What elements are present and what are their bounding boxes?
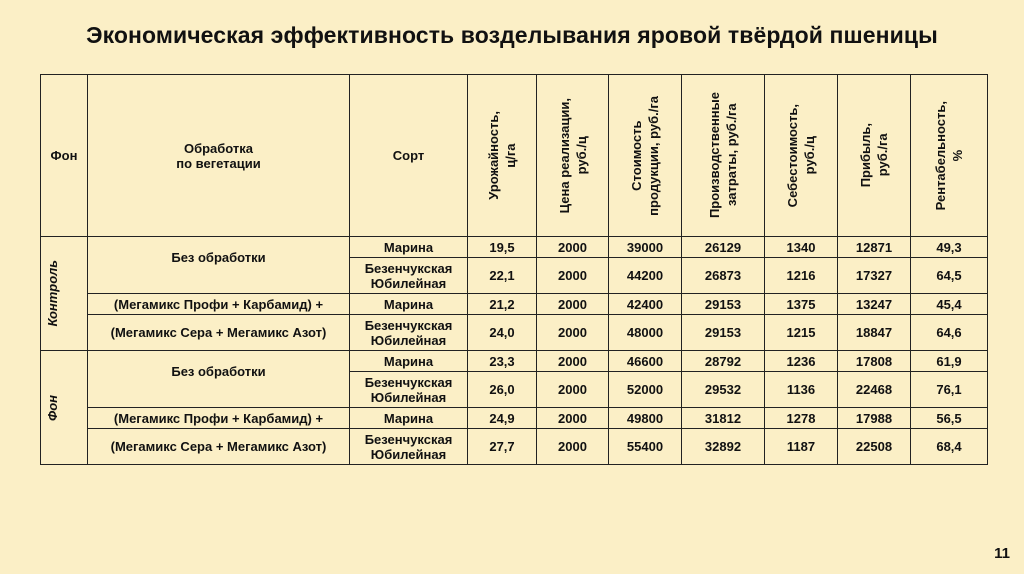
efficiency-table — [40, 74, 988, 465]
cell-price: 2000 — [537, 258, 609, 294]
cell-profitability: 64,6 — [911, 315, 988, 351]
cell-price: 2000 — [537, 294, 609, 315]
cell-yield: 23,3 — [468, 351, 537, 372]
sort-name-line: Безенчукская — [364, 317, 453, 333]
treatment-label-top: (Мегамикс Профи + Карбамид) + — [88, 408, 350, 429]
page-title: Экономическая эффективность возделывания яровой твёрдой пшеницы — [86, 22, 938, 48]
cell-yield: 19,5 — [468, 237, 537, 258]
cell-cost-price: 1278 — [765, 408, 838, 429]
table-row — [41, 351, 988, 372]
table-row — [41, 429, 988, 465]
header-row — [41, 75, 988, 237]
cell-profitability: 45,4 — [911, 294, 988, 315]
cell-costs: 26129 — [682, 237, 765, 258]
table-row — [41, 294, 988, 315]
table-row — [41, 237, 988, 258]
sort-name-line: Юбилейная — [370, 275, 447, 291]
treatment-label: Без обработки — [88, 351, 350, 408]
cell-profitability: 64,5 — [911, 258, 988, 294]
sort-cell — [350, 258, 468, 294]
sort-name-line: Юбилейная — [370, 389, 447, 405]
cell-profit: 13247 — [838, 294, 911, 315]
table-row — [41, 315, 988, 351]
cell-costs: 32892 — [682, 429, 765, 465]
sort-cell — [350, 408, 468, 429]
treatment-label-bottom: (Мегамикс Сера + Мегамикс Азот) — [88, 315, 350, 351]
cell-costs: 28792 — [682, 351, 765, 372]
cell-price: 2000 — [537, 237, 609, 258]
cell-value: 49800 — [609, 408, 682, 429]
group-label: Фон — [41, 351, 88, 465]
cell-profit: 12871 — [838, 237, 911, 258]
sort-cell — [350, 315, 468, 351]
header-costs: Производственные затраты, руб./га — [682, 75, 765, 237]
sort-name-line: Марина — [383, 410, 434, 426]
cell-yield: 26,0 — [468, 372, 537, 408]
sort-cell — [350, 429, 468, 465]
cell-costs: 26873 — [682, 258, 765, 294]
header-cost-price: Себестоимость, руб./ц — [765, 75, 838, 237]
cell-costs: 31812 — [682, 408, 765, 429]
cell-profitability: 76,1 — [911, 372, 988, 408]
sort-name-line: Юбилейная — [370, 332, 447, 348]
cell-yield: 21,2 — [468, 294, 537, 315]
table-row — [41, 408, 988, 429]
cell-cost-price: 1236 — [765, 351, 838, 372]
cell-profitability: 68,4 — [911, 429, 988, 465]
header-profit: Прибыль, руб./га — [838, 75, 911, 237]
cell-costs: 29532 — [682, 372, 765, 408]
header-treatment-line2: по вегетации — [176, 155, 261, 171]
cell-profit: 18847 — [838, 315, 911, 351]
page-number: 11 — [994, 545, 1010, 562]
group-label: Контроль — [41, 237, 88, 351]
cell-costs: 29153 — [682, 315, 765, 351]
sort-name-line: Марина — [383, 296, 434, 312]
sort-name-line: Марина — [383, 239, 434, 255]
sort-name-line: Безенчукская — [364, 260, 453, 276]
treatment-label-top: (Мегамикс Профи + Карбамид) + — [88, 294, 350, 315]
header-treatment — [88, 75, 350, 237]
cell-yield: 24,0 — [468, 315, 537, 351]
sort-cell — [350, 372, 468, 408]
cell-price: 2000 — [537, 429, 609, 465]
cell-price: 2000 — [537, 315, 609, 351]
cell-cost-price: 1187 — [765, 429, 838, 465]
cell-value: 44200 — [609, 258, 682, 294]
cell-yield: 24,9 — [468, 408, 537, 429]
sort-name-line: Безенчукская — [364, 374, 453, 390]
header-price: Цена реализации, руб./ц — [537, 75, 609, 237]
cell-profitability: 61,9 — [911, 351, 988, 372]
cell-price: 2000 — [537, 372, 609, 408]
cell-value: 55400 — [609, 429, 682, 465]
cell-cost-price: 1340 — [765, 237, 838, 258]
cell-cost-price: 1136 — [765, 372, 838, 408]
sort-cell — [350, 351, 468, 372]
cell-cost-price: 1375 — [765, 294, 838, 315]
treatment-label: Без обработки — [88, 237, 350, 294]
cell-profitability: 49,3 — [911, 237, 988, 258]
sort-name-line: Юбилейная — [370, 446, 447, 462]
sort-name-line: Безенчукская — [364, 431, 453, 447]
cell-costs: 29153 — [682, 294, 765, 315]
cell-profitability: 56,5 — [911, 408, 988, 429]
cell-value: 42400 — [609, 294, 682, 315]
cell-cost-price: 1215 — [765, 315, 838, 351]
cell-profit: 17327 — [838, 258, 911, 294]
cell-yield: 22,1 — [468, 258, 537, 294]
header-treatment-line1: Обработка — [183, 140, 254, 156]
treatment-label-bottom: (Мегамикс Сера + Мегамикс Азот) — [88, 429, 350, 465]
cell-profit: 17988 — [838, 408, 911, 429]
cell-value: 46600 — [609, 351, 682, 372]
table-body — [41, 237, 988, 465]
cell-price: 2000 — [537, 351, 609, 372]
cell-profit: 17808 — [838, 351, 911, 372]
header-profitability: Рентабельность, % — [911, 75, 988, 237]
cell-yield: 27,7 — [468, 429, 537, 465]
cell-profit: 22468 — [838, 372, 911, 408]
header-fon: Фон — [41, 75, 88, 237]
sort-name-line: Марина — [383, 353, 434, 369]
cell-price: 2000 — [537, 408, 609, 429]
cell-value: 39000 — [609, 237, 682, 258]
sort-cell — [350, 237, 468, 258]
cell-cost-price: 1216 — [765, 258, 838, 294]
cell-value: 48000 — [609, 315, 682, 351]
cell-profit: 22508 — [838, 429, 911, 465]
cell-value: 52000 — [609, 372, 682, 408]
header-sort: Сорт — [350, 75, 468, 237]
header-yield: Урожайность, ц/га — [468, 75, 537, 237]
header-value: Стоимость продукции, руб./га — [609, 75, 682, 237]
sort-cell — [350, 294, 468, 315]
